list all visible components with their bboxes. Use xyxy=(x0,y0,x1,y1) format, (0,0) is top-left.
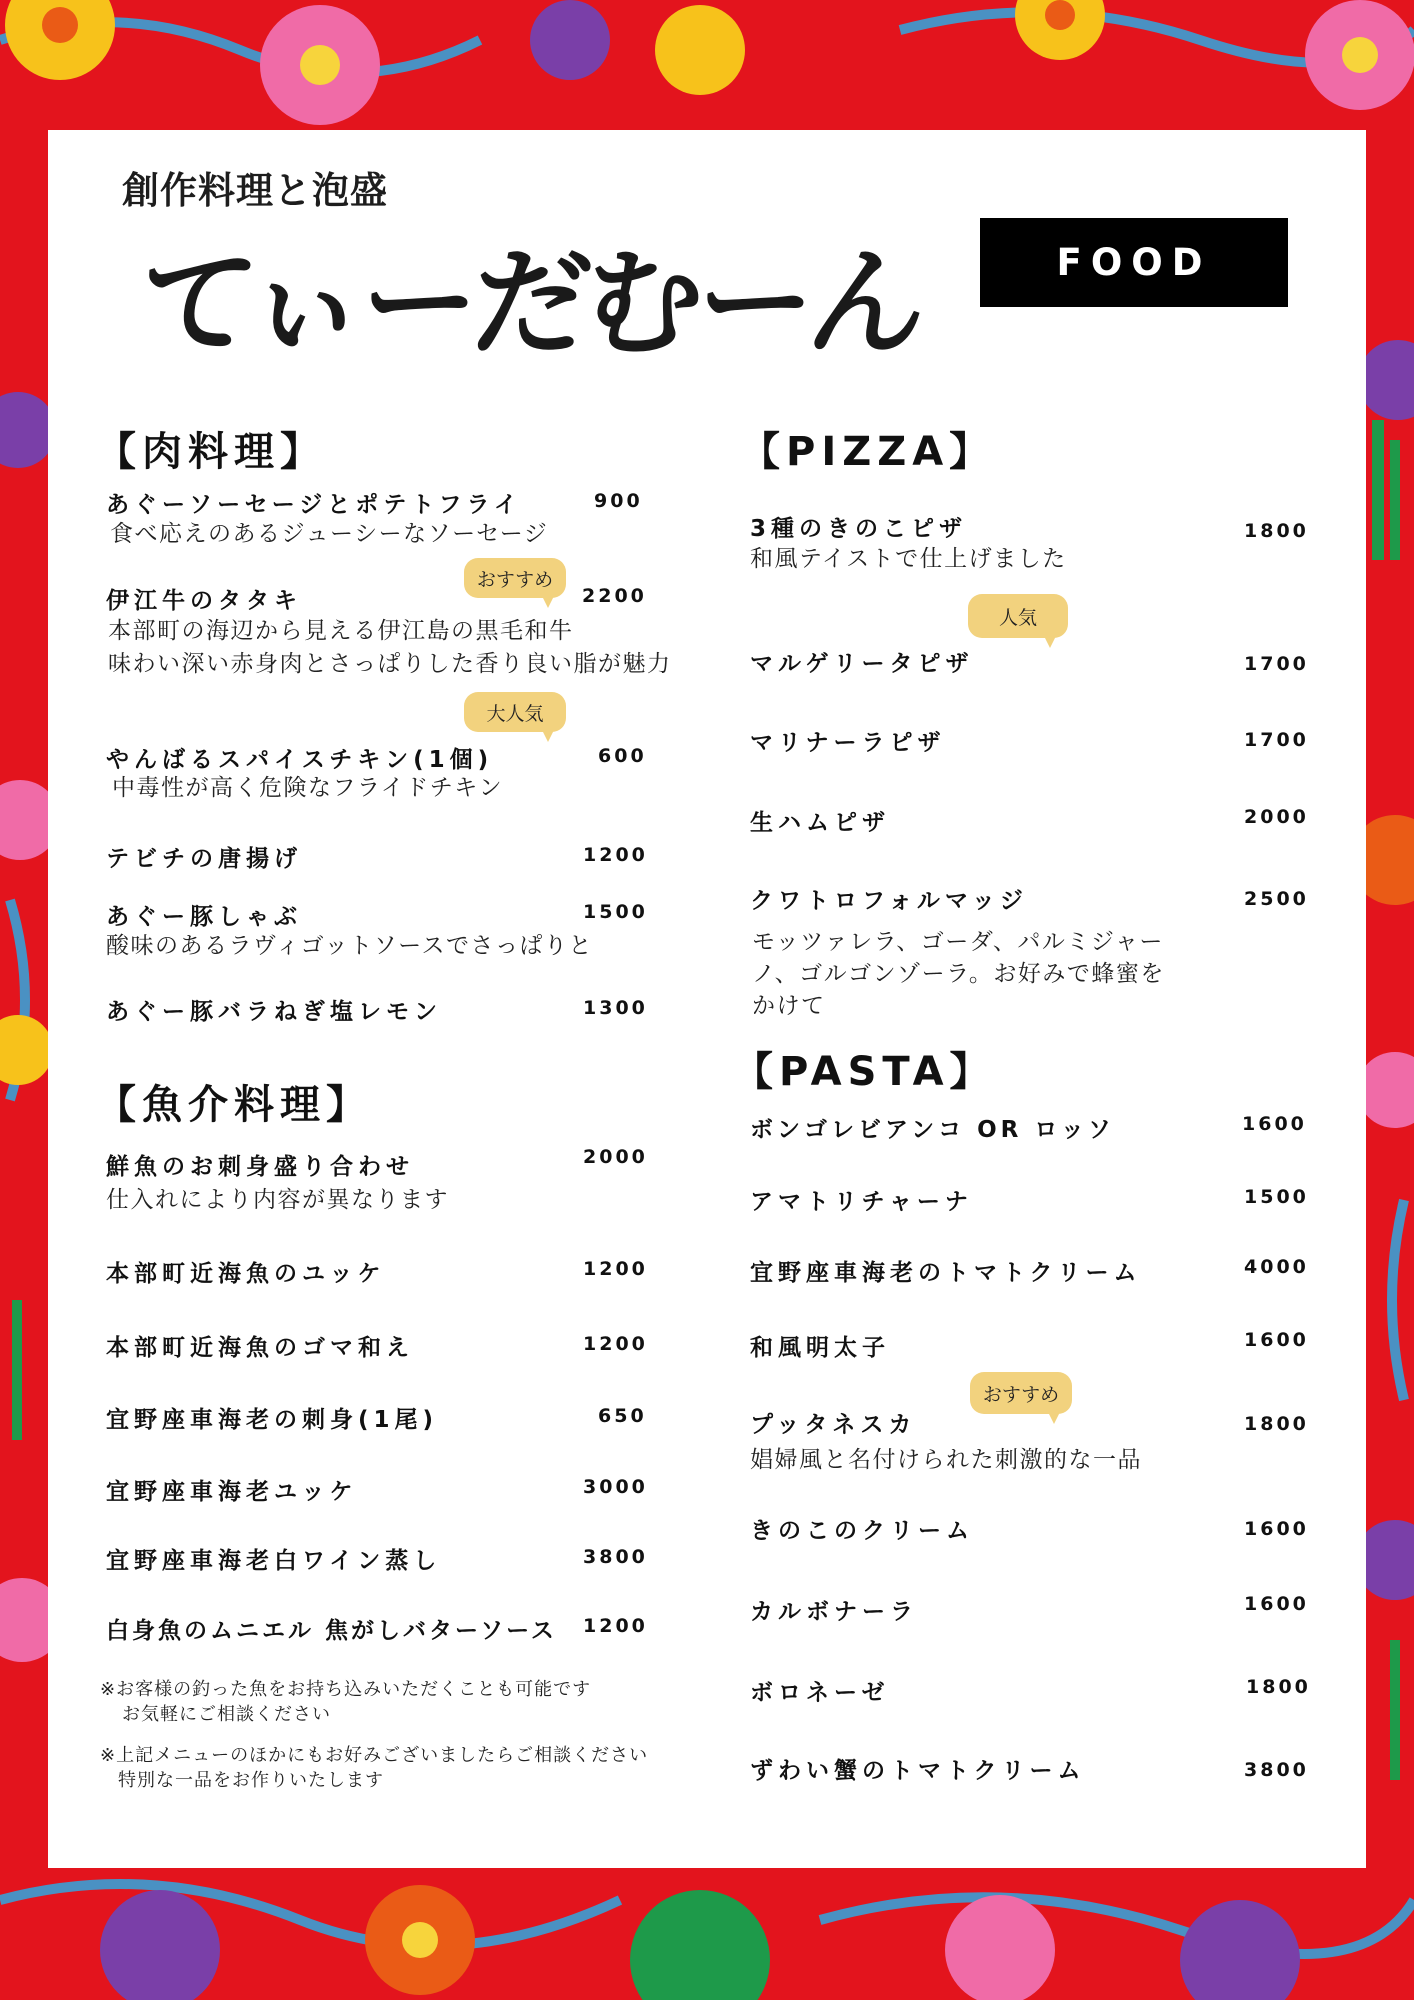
menu-item-desc: 味わい深い赤身肉とさっぱりした香り良い脂が魅力 xyxy=(108,651,672,677)
menu-item-name: 宜野座車海老白ワイン蒸し xyxy=(106,1548,442,1574)
footnote-line: ※お客様の釣った魚をお持ち込みいただくことも可能です xyxy=(100,1679,592,1700)
menu-item-name: 本部町近海魚のユッケ xyxy=(106,1261,386,1287)
menu-item-price: 2500 xyxy=(1244,888,1309,910)
menu-item-price: 1600 xyxy=(1244,1329,1309,1351)
menu-item-price: 2200 xyxy=(582,585,647,607)
restaurant-logo: てぃーだむーん xyxy=(131,233,928,372)
menu-item-name: カルボナーラ xyxy=(750,1599,918,1625)
menu-item-name: 宜野座車海老ユッケ xyxy=(106,1479,358,1505)
menu-item-desc: 仕入れにより内容が異なります xyxy=(106,1187,449,1213)
menu-item-price: 600 xyxy=(598,745,647,767)
menu-item-price: 1600 xyxy=(1244,1593,1309,1615)
menu-item-price: 4000 xyxy=(1244,1256,1309,1278)
menu-item-name: あぐー豚しゃぶ xyxy=(106,904,302,930)
recommend-badge: おすすめ xyxy=(464,558,566,598)
menu-item-name: あぐーソーセージとポテトフライ xyxy=(106,492,522,518)
menu-item-price: 900 xyxy=(594,490,643,512)
menu-item-name: マリナーラピザ xyxy=(750,730,946,756)
menu-item-name: 本部町近海魚のゴマ和え xyxy=(106,1335,414,1361)
menu-item-name: クワトロフォルマッジ xyxy=(750,888,1028,914)
menu-item-name: 伊江牛のタタキ xyxy=(106,588,302,614)
menu-item-price: 1800 xyxy=(1244,520,1309,542)
menu-item-name: 宜野座車海老の刺身(1尾) xyxy=(106,1407,439,1433)
food-label-box xyxy=(980,218,1288,307)
recommend-badge: おすすめ xyxy=(970,1372,1072,1414)
section-title-meat: 【肉料理】 xyxy=(96,429,326,475)
menu-item-name: テビチの唐揚げ xyxy=(106,846,302,872)
menu-item-name: あぐー豚バラねぎ塩レモン xyxy=(106,999,442,1025)
menu-item-name: ずわい蟹のトマトクリーム xyxy=(750,1758,1086,1784)
footnote-line: 特別な一品をお作りいたします xyxy=(118,1770,384,1791)
menu-item-price: 1200 xyxy=(583,1333,648,1355)
menu-item-price: 1200 xyxy=(583,1258,648,1280)
menu-item-name: 白身魚のムニエル 焦がしバターソース xyxy=(106,1618,557,1644)
menu-item-name: やんばるスパイスチキン(1個) xyxy=(106,747,494,773)
menu-item-price: 1300 xyxy=(583,997,648,1019)
menu-item-price: 2000 xyxy=(1244,806,1309,828)
menu-item-price: 1800 xyxy=(1246,1676,1311,1698)
menu-item-name: 和風明太子 xyxy=(750,1335,890,1361)
menu-item-price: 1600 xyxy=(1242,1113,1307,1135)
menu-item-price: 1200 xyxy=(583,1615,648,1637)
menu-item-name: 生ハムピザ xyxy=(750,810,890,836)
menu-item-desc: 中毒性が高く危険なフライドチキン xyxy=(112,775,504,801)
menu-item-price: 1700 xyxy=(1244,653,1309,675)
menu-item-price: 1500 xyxy=(583,901,648,923)
menu-item-name: 鮮魚のお刺身盛り合わせ xyxy=(106,1154,414,1180)
menu-item-desc: 酸味のあるラヴィゴットソースでさっぱりと xyxy=(106,933,594,959)
menu-item-desc: 食べ応えのあるジューシーなソーセージ xyxy=(110,521,549,547)
section-title-pasta: 【PASTA】 xyxy=(733,1049,996,1095)
menu-item-name: アマトリチャーナ xyxy=(750,1189,973,1215)
menu-item-name: マルゲリータピザ xyxy=(750,651,974,677)
menu-item-price: 1500 xyxy=(1244,1186,1309,1208)
food-label: FOOD xyxy=(1056,241,1212,284)
menu-item-desc: 本部町の海辺から見える伊江島の黒毛和牛 xyxy=(108,618,574,644)
footnote-line: お気軽にご相談ください xyxy=(122,1704,331,1725)
popular-badge: 大人気 xyxy=(464,692,566,732)
section-title-seafood: 【魚介料理】 xyxy=(96,1082,372,1128)
menu-item-name: プッタネスカ xyxy=(750,1412,917,1438)
menu-item-price: 3800 xyxy=(1244,1759,1309,1781)
menu-item-price: 1600 xyxy=(1244,1518,1309,1540)
section-title-pizza: 【PIZZA】 xyxy=(740,429,996,475)
menu-item-price: 1200 xyxy=(583,844,648,866)
menu-item-price: 3800 xyxy=(583,1546,648,1568)
menu-item-name: ボロネーゼ xyxy=(750,1680,890,1706)
menu-item-name: 宜野座車海老のトマトクリーム xyxy=(750,1260,1142,1286)
menu-item-price: 1700 xyxy=(1244,729,1309,751)
footnote-line: ※上記メニューのほかにもお好みございましたらご相談ください xyxy=(100,1745,649,1766)
menu-item-price: 650 xyxy=(598,1405,647,1427)
menu-item-name: 3種のきのこピザ xyxy=(750,516,968,542)
menu-item-desc: モッツァレラ、ゴーダ、パルミジャーノ、ゴルゴンゾーラ。お好みで蜂蜜をかけて xyxy=(752,929,1165,1019)
restaurant-subtitle: 創作料理と泡盛 xyxy=(122,168,388,212)
menu-item-name: きのこのクリーム xyxy=(750,1518,974,1544)
menu-item-price: 3000 xyxy=(583,1476,648,1498)
menu-item-desc: 和風テイストで仕上げました xyxy=(750,546,1067,572)
menu-item-price: 2000 xyxy=(583,1146,648,1168)
menu-item-name: ボンゴレビアンコ OR ロッソ xyxy=(750,1117,1115,1143)
menu-item-desc: 娼婦風と名付けられた刺激的な一品 xyxy=(750,1447,1142,1473)
menu-item-price: 1800 xyxy=(1244,1413,1309,1435)
popular-badge: 人気 xyxy=(968,594,1068,638)
